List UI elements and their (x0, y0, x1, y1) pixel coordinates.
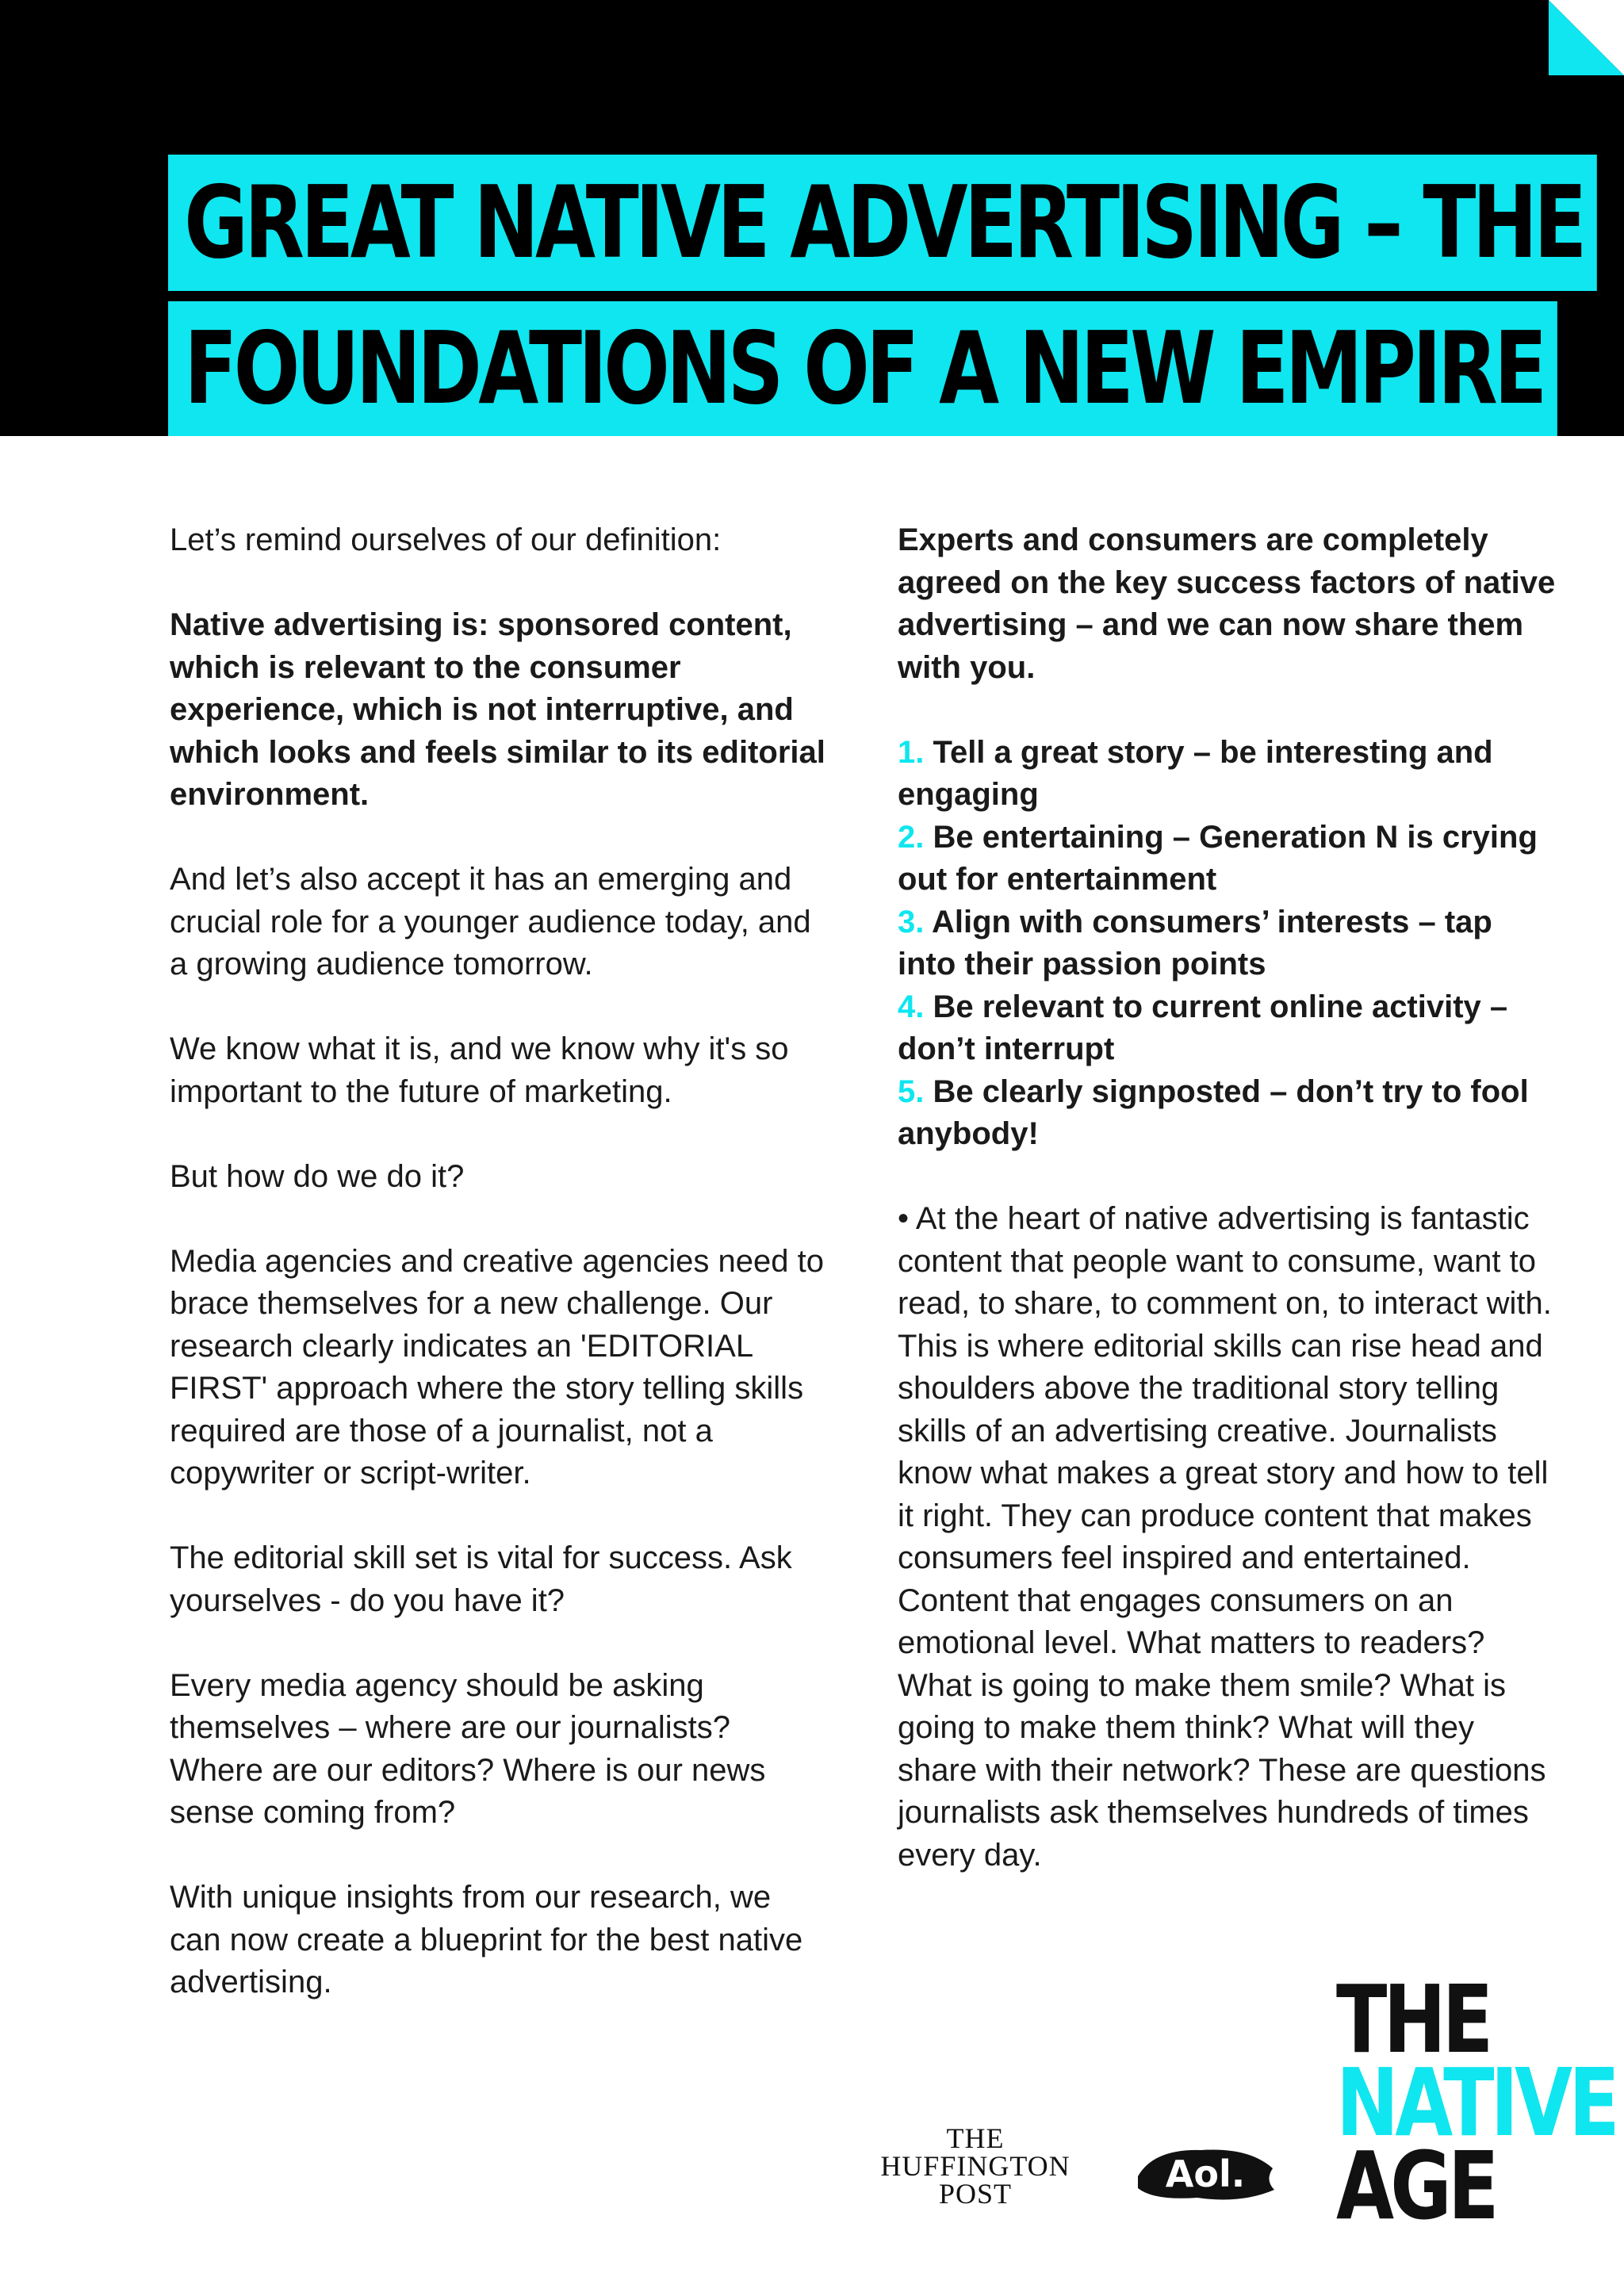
paragraph: Let’s remind ourselves of our definition: (170, 522, 722, 557)
list-item: 3. Align with consumers’ interests – tap into their passion points (898, 904, 1492, 982)
paragraph: We know what it is, and we know why it's so important to the future of marketing. (170, 1031, 789, 1109)
paragraph: Every media agency should be asking themselves – where are our journalists? Where are our editors? Where is our news sense coming from? (170, 1667, 766, 1830)
page-corner-fold-icon (1549, 0, 1624, 75)
list-item: 4. Be relevant to current online activity – don’t interrupt (898, 989, 1508, 1066)
list-item: 1. Tell a great story – be interesting and engaging (898, 734, 1493, 812)
paragraph: And let’s also accept it has an emerging and crucial role for a younger audience today, and a growing audience tomorrow. (170, 862, 811, 982)
success-factors-list (898, 732, 1556, 1156)
right-column (898, 519, 1556, 1919)
paragraph: The editorial skill set is vital for success. Ask yourselves - do you have it? (170, 1540, 792, 1618)
list-item: 5. Be clearly signposted – don’t try to fool anybody! (898, 1073, 1529, 1151)
header-band (0, 0, 1624, 436)
intro-paragraph: Experts and consumers are completely agreed on the key success factors of native advertising – and we can now share them with you. (898, 522, 1556, 685)
svg-text:Aol.: Aol. (1165, 2152, 1246, 2195)
huffington-post-logo: THE HUFFINGTON POST (880, 2122, 1071, 2210)
paragraph: But how do we do it? (170, 1158, 465, 1194)
aol-logo-icon (1130, 2133, 1281, 2212)
list-item: 2. Be entertaining – Generation N is crying out for entertainment (898, 819, 1538, 897)
page-title-line-2: FOUNDATIONS OF A NEW EMPIRE (168, 301, 1557, 436)
body-paragraph: • At the heart of native advertising is fantastic content that people want to consume, want to read, to share, to comment on, to interact with. This is where editorial skills can rise head and shoulders above the traditional story telling skills of an advertising creative. Journalists know what makes a great story and how to tell it right. They can produce content that makes consumers feel inspired and entertained. Content that engages consumers on an emotional level. What matters to readers? What is going to make them smile? What is going to make them think? What will they share with their network? These are questions journalists ask themselves hundreds of times every day. (898, 1201, 1552, 1873)
definition-paragraph: Native advertising is: sponsored content, which is relevant to the consumer experience, which is not interruptive, and which looks and feels similar to its editorial environment. (170, 607, 825, 812)
paragraph: With unique insights from our research, we can now create a blueprint for the best native advertising. (170, 1880, 803, 1999)
paragraph: Media agencies and creative agencies need to brace themselves for a new challenge. Our research clearly indicates an 'EDITORIAL FIRST' approach where the story telling skills required are those of a journalist, not a copywriter or script-writer. (170, 1243, 824, 1490)
left-column (170, 519, 828, 2046)
page-title-line-1: GREAT NATIVE ADVERTISING – THE (168, 155, 1597, 291)
the-native-age-logo: THE NATIVE AGE (1336, 1965, 1616, 2241)
